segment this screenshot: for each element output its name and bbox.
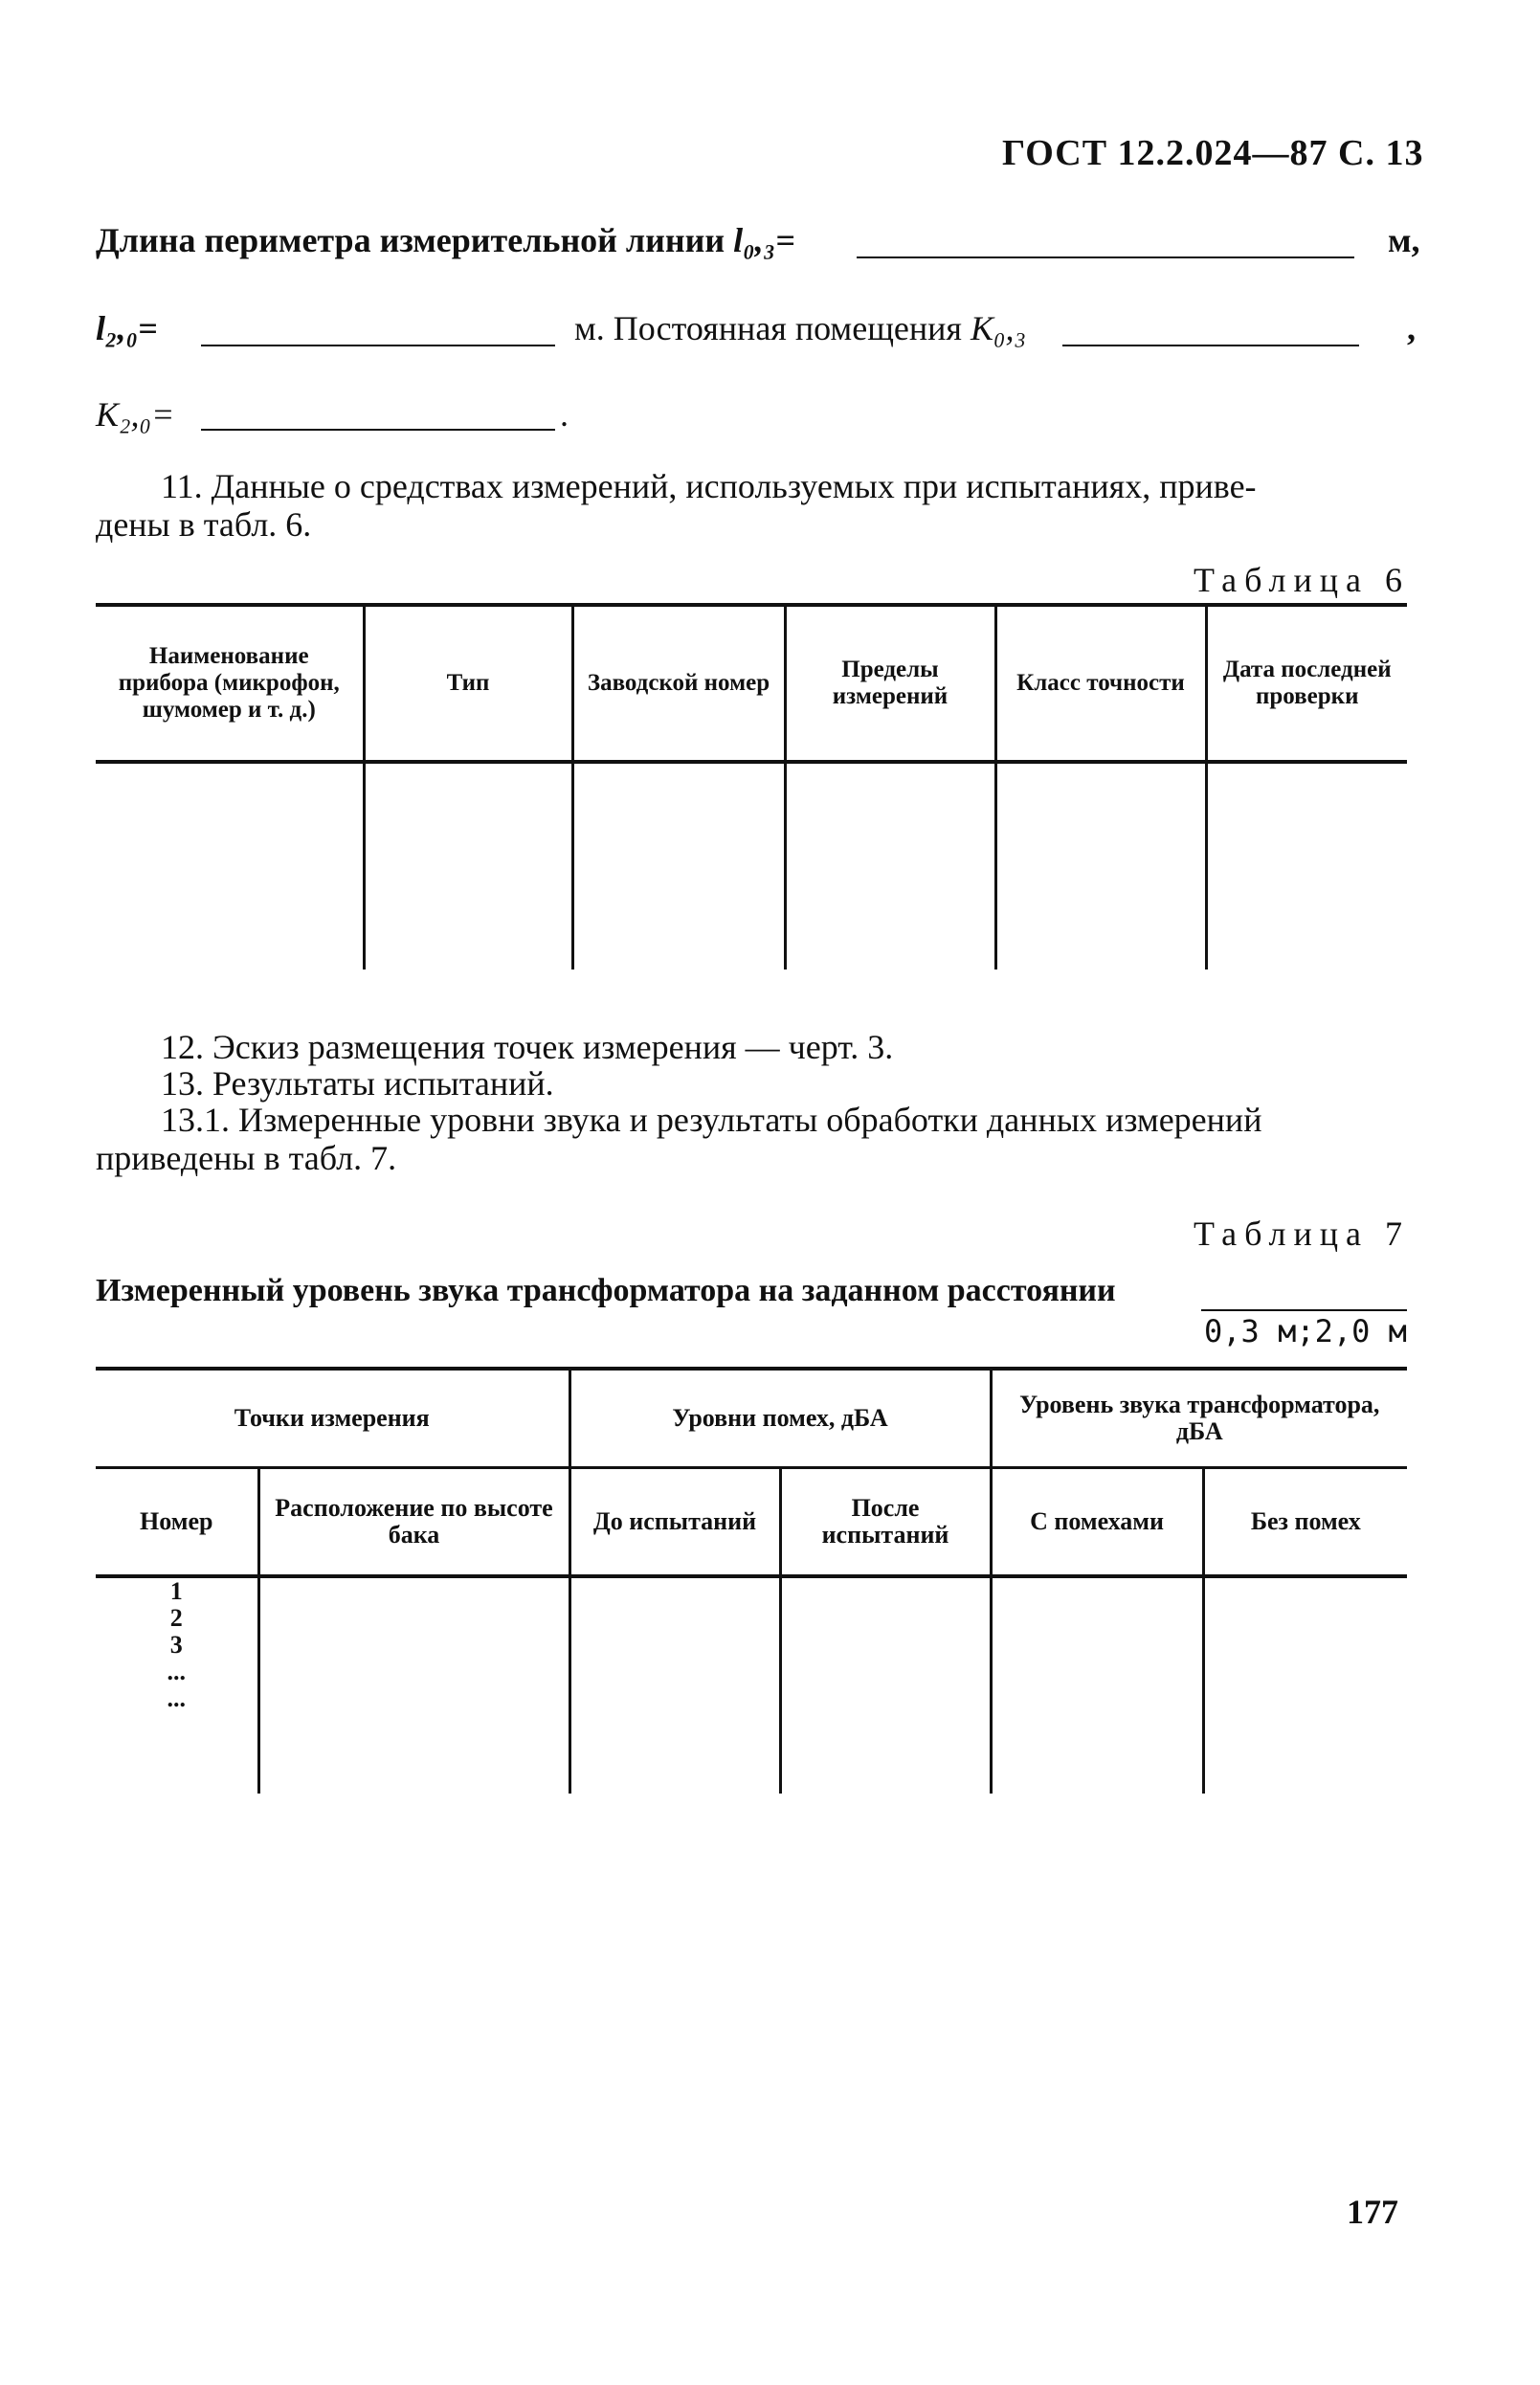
row-number: ... <box>167 1658 186 1685</box>
room-constant-label <box>574 308 1026 348</box>
item-11-line2: дены в табл. 6. <box>96 505 312 544</box>
page-header: ГОСТ 12.2.024—87 С. 13 <box>1002 133 1424 173</box>
table-7 <box>96 1367 1407 1794</box>
row-number: 2 <box>169 1604 183 1632</box>
table7-distance: 0,3 м;2,0 м <box>1204 1313 1407 1349</box>
table-cell <box>1206 762 1407 970</box>
item-13-1-line2: приведены в табл. 7. <box>96 1139 397 1177</box>
item-13-1-line1: 13.1. Измеренные уровни звука и результаты обработки данных измерений <box>161 1101 1262 1139</box>
t6-header-type: Тип <box>364 605 572 762</box>
table-cell <box>258 1576 569 1794</box>
k20-var: K₂,₀= <box>96 395 175 434</box>
period-text: . <box>560 395 569 434</box>
t7-header-position: Расположение по высоте бака <box>258 1468 569 1577</box>
t6-header-instrument: Наименование прибора (микрофон, шумомер и т. д.) <box>96 605 364 762</box>
comma-text: , <box>1407 309 1416 347</box>
t6-header-range: Пределы измерений <box>785 605 995 762</box>
table-cell <box>995 762 1206 970</box>
blank-line <box>1062 345 1359 346</box>
unit-text: м, <box>1388 221 1420 259</box>
t7-group-noise: Уровни помех, дБА <box>569 1369 991 1468</box>
t7-group-sound: Уровень звука трансформатора, дБА <box>991 1369 1407 1468</box>
table-cell <box>569 1576 780 1794</box>
item-13: 13. Результаты испытаний. <box>161 1064 554 1103</box>
table-cell <box>364 762 572 970</box>
table-cell <box>780 1576 991 1794</box>
t6-header-date: Дата последней проверки <box>1206 605 1407 762</box>
table-6 <box>96 603 1407 970</box>
l20-var: l₂,₀= <box>96 309 158 347</box>
item-12: 12. Эскиз размещения точек измерения — черт. 3. <box>161 1028 894 1066</box>
t7-header-number: Номер <box>96 1468 258 1577</box>
perimeter-label-text: Длина периметра измерительной линии <box>96 221 725 259</box>
t7-group-points: Точки измерения <box>96 1369 569 1468</box>
table7-title: Измеренный уровень звука трансформатора на заданном расстоянии <box>96 1273 1116 1308</box>
t7-header-with-noise: С помехами <box>991 1468 1203 1577</box>
blank-line <box>857 256 1354 258</box>
row-number: 3 <box>169 1631 183 1659</box>
perimeter-label <box>96 220 795 260</box>
t6-header-class: Класс точности <box>995 605 1206 762</box>
table6-caption: Таблица 6 <box>1194 561 1410 599</box>
blank-line <box>201 429 555 431</box>
blank-line <box>201 345 555 346</box>
page-number: 177 <box>1347 2193 1398 2231</box>
t7-row-numbers <box>96 1576 258 1794</box>
t7-header-without-noise: Без помех <box>1203 1468 1407 1577</box>
table-cell <box>991 1576 1203 1794</box>
perimeter-var: l₀,₃= <box>733 221 795 259</box>
distance-line <box>1201 1309 1407 1311</box>
row-number: 1 <box>169 1577 183 1605</box>
item-11-line1: 11. Данные о средствах измерений, используемых при испытаниях, приве- <box>161 467 1257 505</box>
table-cell <box>785 762 995 970</box>
t7-header-after: После испытаний <box>780 1468 991 1577</box>
row-number: ... <box>167 1684 186 1712</box>
k03-var: K₀,₃ <box>970 309 1027 347</box>
table-cell <box>96 762 364 970</box>
table-cell <box>572 762 785 970</box>
t7-header-before: До испытаний <box>569 1468 780 1577</box>
t6-header-serial: Заводской номер <box>572 605 785 762</box>
room-constant-text: м. Постоянная помещения <box>574 309 962 347</box>
table-cell <box>1203 1576 1407 1794</box>
table7-caption: Таблица 7 <box>1194 1215 1410 1253</box>
